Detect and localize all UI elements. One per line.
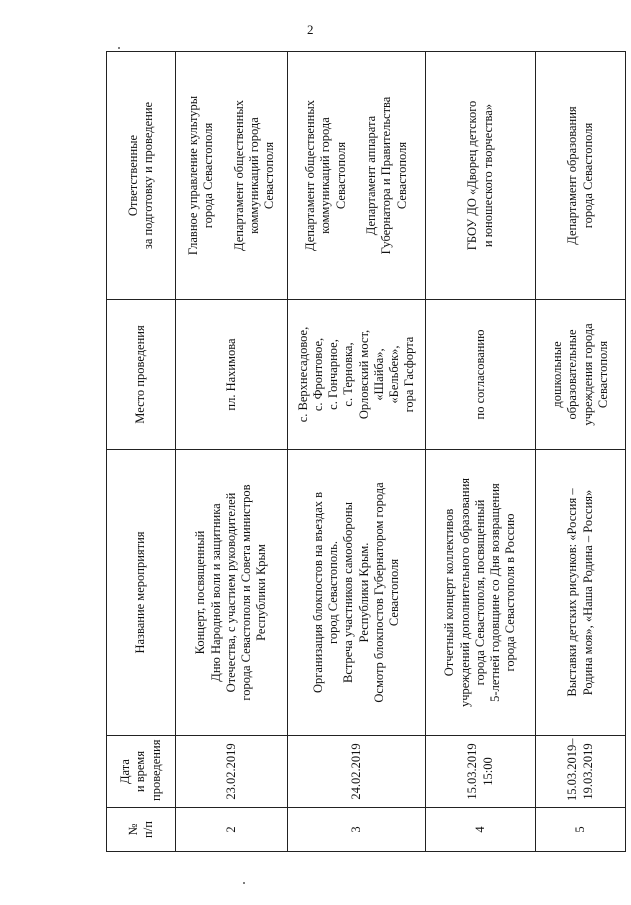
cell-event-name: Отчетный концерт коллективов учреждений дополнительного образования города Севастополя, посвященный 5-летней годовщине со Дня возвращения города Севастополя в Россию bbox=[426, 450, 536, 736]
cell-place: пл. Нахимова bbox=[176, 300, 288, 450]
header-responsible: Ответственные за подготовку и проведение bbox=[107, 52, 176, 300]
cell-place: дошкольные образовательные учреждения города Севастополя bbox=[536, 300, 626, 450]
cell-responsible: Департамент образования города Севастополя bbox=[536, 52, 626, 300]
table-header-row bbox=[107, 52, 176, 852]
cell-event-name: Выставки детских рисунков: «Россия – Родина моя», «Наша Родина – Россия» bbox=[536, 450, 626, 736]
table-row bbox=[176, 52, 288, 852]
cell-number: 5 bbox=[536, 808, 626, 852]
cell-date: 23.02.2019 bbox=[176, 736, 288, 808]
cell-place: с. Верхнесадовое, с. Фронтовое, с. Гончарное, с. Терновка, Орловский мост, «Шайба», «Бельбек», гора Гасфорта bbox=[288, 300, 426, 450]
header-date: Дата и время проведения bbox=[107, 736, 176, 808]
scan-speck bbox=[118, 47, 120, 49]
cell-date: 24.02.2019 bbox=[288, 736, 426, 808]
header-number: № п/п bbox=[107, 808, 176, 852]
rotated-table-container bbox=[106, 52, 616, 852]
header-event-name: Название мероприятия bbox=[107, 450, 176, 736]
events-table bbox=[106, 51, 626, 852]
cell-date: 15.03.2019 15:00 bbox=[426, 736, 536, 808]
cell-responsible: Главное управление культуры города Севастополя Департамент общественных коммуникаций города Севастополя bbox=[176, 52, 288, 300]
page-number: 2 bbox=[307, 22, 314, 37]
table-row bbox=[288, 52, 426, 852]
cell-number: 3 bbox=[288, 808, 426, 852]
cell-event-name: Концерт, посвященный Дню Народной воли и защитника Отечества, с участием руководителей города Севастополя и Совета министров Республики Крым bbox=[176, 450, 288, 736]
cell-place: по согласованию bbox=[426, 300, 536, 450]
cell-event-name: Организация блокпостов на въездах в город Севастополь. Встреча участников самообороны Республики Крым. Осмотр блокпостов Губернатором города Севастополя bbox=[288, 450, 426, 736]
cell-responsible: ГБОУ ДО «Дворец детского и юношеского творчества» bbox=[426, 52, 536, 300]
cell-number: 2 bbox=[176, 808, 288, 852]
cell-number: 4 bbox=[426, 808, 536, 852]
cell-date: 15.03.2019– 19.03.2019 bbox=[536, 736, 626, 808]
table-row bbox=[536, 52, 626, 852]
cell-responsible: Департамент общественных коммуникаций города Севастополя Департамент аппарата Губернатора и Правительства Севастополя bbox=[288, 52, 426, 300]
header-place: Место проведения bbox=[107, 300, 176, 450]
table-row bbox=[426, 52, 536, 852]
scan-speck bbox=[243, 882, 245, 884]
